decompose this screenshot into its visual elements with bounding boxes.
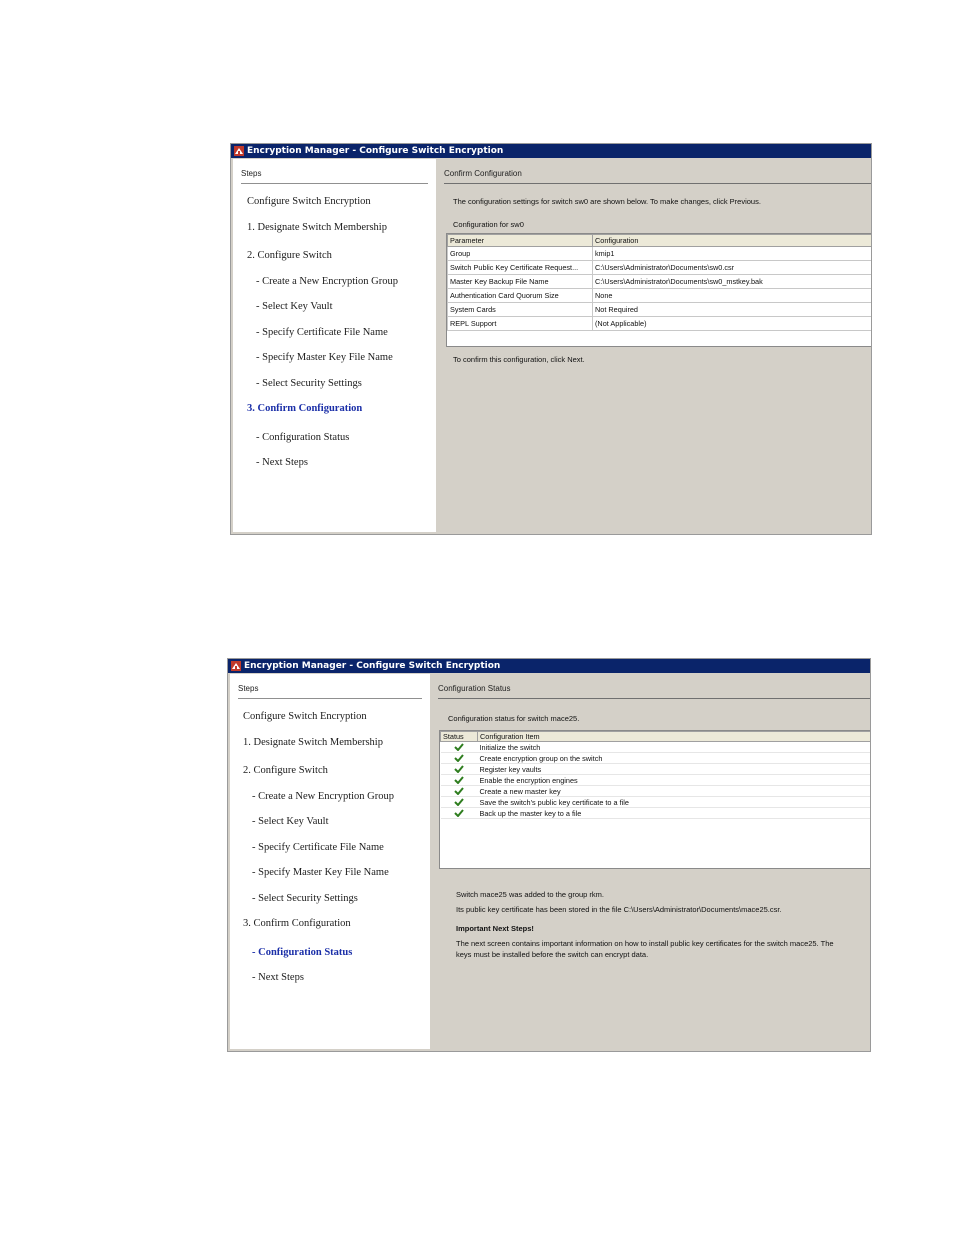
window-titlebar[interactable] — [228, 659, 870, 673]
table-caption: Configuration for sw0 — [453, 220, 524, 229]
check-icon — [454, 743, 464, 751]
step-next-steps: - Next Steps — [256, 457, 308, 468]
item-cell: Create encryption group on the switch — [478, 753, 871, 764]
check-icon — [454, 765, 464, 773]
main-panel — [436, 159, 871, 532]
steps-title: Steps — [241, 169, 428, 184]
item-cell: Register key vaults — [478, 764, 871, 775]
table-row[interactable] — [441, 753, 871, 764]
steps-title: Steps — [238, 684, 422, 699]
table-row[interactable] — [441, 786, 871, 797]
param-cell: Switch Public Key Certificate Request... — [448, 261, 593, 275]
step-configure-switch: 2. Configure Switch — [243, 765, 328, 776]
panel-title: Confirm Configuration — [444, 169, 871, 184]
table-row[interactable] — [441, 808, 871, 819]
status-cell — [441, 808, 478, 819]
window-title: Encryption Manager - Configure Switch Encryption — [247, 146, 504, 156]
status-cell — [441, 742, 478, 753]
check-icon — [454, 809, 464, 817]
step-configure-switch-encryption: Configure Switch Encryption — [243, 711, 367, 722]
main-panel — [430, 674, 870, 1049]
group-added-message: Switch mace25 was added to the group rkm. — [456, 890, 604, 899]
window-titlebar[interactable] — [231, 144, 871, 158]
status-cell — [441, 786, 478, 797]
item-cell: Back up the master key to a file — [478, 808, 871, 819]
table-row[interactable] — [448, 303, 872, 317]
table-row[interactable] — [448, 261, 872, 275]
table-row[interactable] — [448, 247, 872, 261]
step-configuration-status: - Configuration Status — [256, 432, 350, 443]
column-header-configuration[interactable]: Configuration — [593, 235, 872, 247]
item-cell: Initialize the switch — [478, 742, 871, 753]
status-cell — [441, 753, 478, 764]
encryption-manager-icon — [231, 661, 241, 671]
step-create-encryption-group: - Create a New Encryption Group — [252, 791, 394, 802]
configuration-table[interactable] — [446, 233, 871, 347]
check-icon — [454, 754, 464, 762]
table-row[interactable] — [448, 275, 872, 289]
step-specify-master-key-file: - Specify Master Key File Name — [252, 867, 389, 878]
confirm-footer-text: To confirm this configuration, click Next. — [453, 355, 585, 364]
step-designate-switch-membership: 1. Designate Switch Membership — [243, 737, 383, 748]
step-select-key-vault: - Select Key Vault — [252, 816, 329, 827]
step-specify-master-key-file: - Specify Master Key File Name — [256, 352, 393, 363]
table-row[interactable] — [448, 289, 872, 303]
value-cell: Not Required — [593, 303, 872, 317]
steps-panel — [230, 674, 430, 1049]
item-cell: Save the switch's public key certificate to a file — [478, 797, 871, 808]
param-cell: Group — [448, 247, 593, 261]
param-cell: Authentication Card Quorum Size — [448, 289, 593, 303]
step-select-key-vault: - Select Key Vault — [256, 301, 333, 312]
window-title: Encryption Manager - Configure Switch Encryption — [244, 661, 501, 671]
table-row[interactable] — [441, 742, 871, 753]
value-cell: C:\Users\Administrator\Documents\sw0.csr — [593, 261, 872, 275]
param-cell: Master Key Backup File Name — [448, 275, 593, 289]
status-intro-text: Configuration status for switch mace25. — [448, 714, 580, 723]
value-cell: kmip1 — [593, 247, 872, 261]
table-row[interactable] — [441, 775, 871, 786]
param-cell: System Cards — [448, 303, 593, 317]
step-create-encryption-group: - Create a New Encryption Group — [256, 276, 398, 287]
step-specify-certificate-file: - Specify Certificate File Name — [256, 327, 388, 338]
value-cell: None — [593, 289, 872, 303]
step-configure-switch-encryption: Configure Switch Encryption — [247, 196, 371, 207]
step-specify-certificate-file: - Specify Certificate File Name — [252, 842, 384, 853]
check-icon — [454, 776, 464, 784]
encryption-manager-icon — [234, 146, 244, 156]
value-cell: C:\Users\Administrator\Documents\sw0_mstkey.bak — [593, 275, 872, 289]
step-select-security-settings: - Select Security Settings — [256, 378, 362, 389]
check-icon — [454, 798, 464, 806]
status-cell — [441, 797, 478, 808]
item-cell: Enable the encryption engines — [478, 775, 871, 786]
configuration-status-window — [227, 658, 871, 1052]
important-next-steps-line1: The next screen contains important information on how to install public key certificates for the switch mace25. The — [456, 939, 834, 948]
step-configuration-status: - Configuration Status — [252, 947, 353, 958]
step-configure-switch: 2. Configure Switch — [247, 250, 332, 261]
step-confirm-configuration: 3. Confirm Configuration — [247, 403, 363, 414]
step-designate-switch-membership: 1. Designate Switch Membership — [247, 222, 387, 233]
steps-panel — [233, 159, 436, 532]
certificate-stored-message: Its public key certificate has been stored in the file C:\Users\Administrator\Documents\mace25.csr. — [456, 905, 782, 914]
important-next-steps-title: Important Next Steps! — [456, 924, 534, 933]
item-cell: Create a new master key — [478, 786, 871, 797]
column-header-parameter[interactable]: Parameter — [448, 235, 593, 247]
panel-title: Configuration Status — [438, 684, 870, 699]
intro-text: The configuration settings for switch sw0 are shown below. To make changes, click Previous. — [453, 197, 761, 206]
status-table[interactable] — [439, 730, 870, 869]
status-cell — [441, 764, 478, 775]
step-confirm-configuration: 3. Confirm Configuration — [243, 918, 351, 929]
status-cell — [441, 775, 478, 786]
step-next-steps: - Next Steps — [252, 972, 304, 983]
step-select-security-settings: - Select Security Settings — [252, 893, 358, 904]
important-next-steps-line2: keys must be installed before the switch can encrypt data. — [456, 950, 649, 959]
column-header-status[interactable]: Status — [441, 732, 478, 742]
check-icon — [454, 787, 464, 795]
table-row[interactable] — [441, 797, 871, 808]
confirm-configuration-window — [230, 143, 872, 535]
table-row[interactable] — [441, 764, 871, 775]
column-header-configuration-item[interactable]: Configuration Item — [478, 732, 871, 742]
table-row[interactable] — [448, 317, 872, 331]
param-cell: REPL Support — [448, 317, 593, 331]
value-cell: (Not Applicable) — [593, 317, 872, 331]
